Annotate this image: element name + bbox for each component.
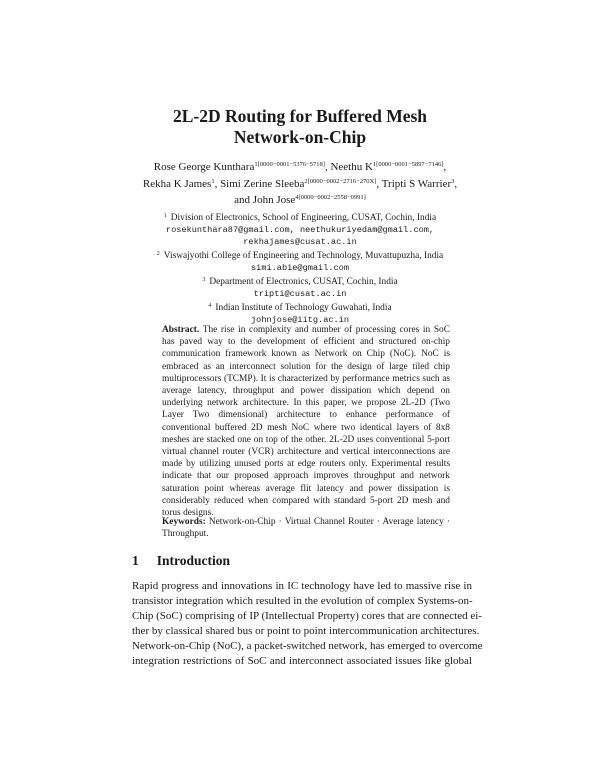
title-line-2: Network-on-Chip (233, 127, 367, 147)
author-name: Rekha K James (142, 177, 212, 190)
keywords-text: Network-on-Chip · Virtual Channel Router · Average latency · Throughput. (162, 517, 450, 540)
affiliation-name: Department of Electronics, CUSAT, Cochin, India (209, 277, 398, 287)
abstract (162, 324, 450, 519)
author-orcid: 4[0000−0002−2558−0991] (295, 194, 366, 201)
author-orcid: 1[0000−0001−5376−5718] (254, 161, 325, 168)
affiliation-name: Indian Institute of Technology Guwahati, India (215, 303, 392, 313)
text-line: ther by classical shared bus or point to point intercommunication architectures. (132, 624, 480, 637)
paper-title (0, 106, 600, 148)
affiliation-name: Viswajyothi College of Engineering and Technology, Muvattupuzha, India (163, 251, 444, 261)
author-orcid: 3 (451, 177, 455, 185)
affiliation-email: rosekunthara87@gmail.com, neethukuriyedam@gmail.com, (165, 225, 435, 235)
author-orcid: 1 (211, 177, 215, 185)
author-name: Simi Zerine Sleeba (220, 177, 305, 190)
author-orcid: 1[0000−0001−5897−7146] (372, 161, 444, 168)
section-number: 1 (132, 553, 139, 568)
affiliation-email: tripti@cusat.ac.in (253, 289, 347, 299)
affiliation-email: simi.abie@gmail.com (251, 263, 349, 273)
author-orcid: 2[0000−0002−2716−270X] (304, 177, 377, 185)
author-name: Rose George Kunthara (153, 161, 255, 173)
author-list: Rose George Kunthara$^{1[0000-0001-5376-5718]}$, Neethu $K^{1[0000-0001-5897-7146]}$, Rekha K James$^1$, Simi Zerine Sleeba$^{2[0000-0002-2716-270X]}$, Tripti S Warrier$^3$, and John Jose$^{4[0000-0002-2558-0991]}$ (142, 161, 458, 206)
abstract-text: The rise in complexity and number of processing cores in SoC has paved way to the development of efficient and structured on-chip communication framework known as Network on Chip (NoC). NoC is embraced as an interconnect solution for the design of large tiled chip multiprocessors (TCMP). It is characterized by performance metrics such as average latency, throughput and power dissipation which depend on underlying network architecture. In this paper, we propose 2L-2D (Two Layer Two dimensional) architecture to enhance performance of conventional buffered 2D mesh NoC where two identical layers of 8x8 meshes are stacked one on top of the other. 2L-2D uses conventional 5-port virtual channel router (VCR) architecture and vertical interconnections are made by utilizing unused ports at edge routers only. Experimental results indicate that our proposed approach improves throughput and network saturation point whereas average flit latency and power dissipation is considerably reduced when compared with standard 5-port 2D mesh and torus designs. (162, 325, 450, 519)
author-name: Tripti S Warrier (381, 177, 452, 190)
author-name: Neethu K (330, 161, 373, 173)
affiliation-list (70, 210, 530, 326)
affiliation-email: rekhajames@cusat.ac.in (243, 237, 357, 247)
affiliation: $^3$ Department of Electronics, CUSAT, Cochin, India (202, 277, 398, 287)
section-title: Introduction (156, 553, 231, 568)
text-line: Rapid progress and innovations in IC technology have led to massive rise in (132, 580, 472, 592)
text-line: Network-on-Chip (NoC), a packet-switched network, has emerged to overcome (132, 639, 483, 652)
affiliation: $^4$ Indian Institute of Technology Guwahati, India (208, 303, 392, 313)
text-line: Chip (SoC) comprising of IP (Intellectual Property) cores that are connected ei- (132, 609, 482, 622)
intro-paragraph (132, 579, 483, 668)
author-name: and John Jose (234, 194, 296, 206)
affiliation: $^1$ Division of Electronics, School of Engineering, CUSAT, Cochin, India (163, 213, 437, 223)
text-line: integration restrictions of SoC and interconnect associated issues like global (132, 654, 472, 667)
text-line: transistor integration which resulted in the evolution of complex Systems-on- (132, 594, 473, 607)
affiliation-name: Division of Electronics, School of Engineering, CUSAT, Cochin, India (170, 213, 437, 223)
keywords-label: Keywords: (162, 517, 206, 527)
title-line-1: 2L-2D Routing for Buffered Mesh (172, 106, 428, 126)
abstract-label: Abstract. (162, 325, 200, 335)
keywords (162, 516, 450, 540)
affiliation-email: johnjose@iitg.ac.in (251, 315, 349, 325)
section-heading (132, 553, 230, 569)
affiliation: $^2$ Viswajyothi College of Engineering and Technology, Muvattupuzha, India (156, 251, 444, 261)
